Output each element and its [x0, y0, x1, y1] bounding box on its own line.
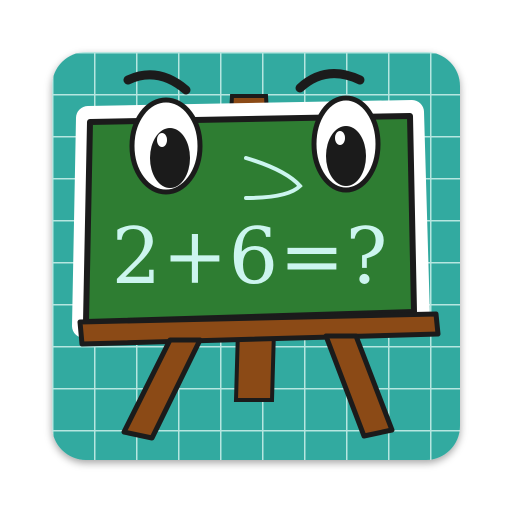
- equation-text: 2+6=?: [111, 212, 389, 302]
